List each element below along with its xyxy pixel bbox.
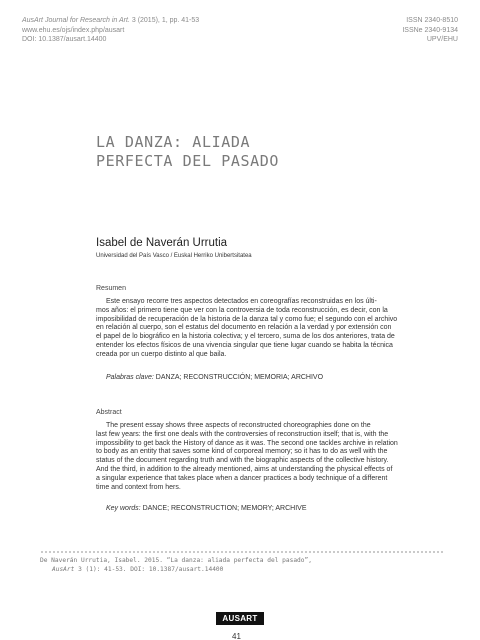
abstract-line: a singular experience that takes place when a dancer practices a body technique of a different [96, 474, 388, 482]
abstract-keywords [106, 505, 307, 512]
journal-doi: DOI: 10.1387/ausart.14400 [22, 36, 107, 43]
resumen-line: en relación al cuerpo, son el estatus del documento en relación a la verdad y por extensión con [96, 324, 392, 332]
resumen-line: creada por un cuerpo distinto al que baila. [96, 350, 227, 358]
journal-info [22, 16, 199, 45]
abstract-line: And the third, in addition to the already mentioned, aims at understanding the physical effects of [96, 465, 393, 473]
issn: ISSN 2340-8510 [406, 17, 458, 24]
abstract-line: status of the document regarding truth and with the biographic aspects of the collective history. [96, 457, 389, 465]
keywords-label: Palabras clave: [106, 374, 154, 381]
abstract-line: The present essay shows three aspects of reconstructed choreographies done on the [106, 422, 371, 429]
journal-citation [22, 16, 199, 26]
citation-details: 3 (1): 41-53. DOI: 10.1387/ausart.14400 [74, 565, 224, 573]
citation-block [40, 557, 450, 574]
author-name: Isabel de Naverán Urrutia [96, 237, 228, 249]
title-line-1: LA DANZA: ALIADA [96, 133, 251, 151]
journal-url: www.ehu.es/ojs/index.php/ausart [22, 26, 125, 34]
abstract-heading: Abstract [96, 409, 122, 416]
journal-name: AusArt Journal for Research in Art. [22, 17, 130, 24]
issne: ISSNe 2340-9134 [402, 26, 458, 34]
abstract-line: last few years: the first one deals with the controversies of reconstruction itself; that is, with the [96, 430, 389, 438]
resumen-line: imposibilidad de recuperación de la historia de la danza tal y como fue; el segundo con el archivo [96, 315, 398, 323]
journal-header [22, 16, 458, 50]
citation-line-1: De Naverán Urrutia, Isabel. 2015. “La danza: aliada perfecta del pasado”, [40, 557, 312, 564]
journal-issue: 3 (2015), 1, pp. 41-53 [129, 17, 200, 24]
author-affiliation: Universidad del País Vasco / Euskal Herriko Unibertsitatea [96, 253, 252, 259]
publisher: UPV/EHU [426, 36, 458, 43]
abstract-line: impossibility to get back the History of dance as it was. The second one tackles archive in relation [96, 439, 398, 447]
page-number: 41 [232, 632, 241, 640]
resumen-keywords [106, 374, 323, 381]
title-line-2: PERFECTA DEL PASADO [96, 152, 279, 170]
citation-journal: AusArt [52, 565, 75, 573]
abstract-line: time and context from hers. [96, 483, 181, 491]
resumen-line: el papel de lo biográfico en la historia colectiva; y el tercero, suma de los dos anteriores, trata de [96, 333, 395, 341]
keywords-list: DANCE; RECONSTRUCTION; MEMORY; ARCHIVE [140, 505, 307, 512]
resumen-line: Este ensayo recorre tres aspectos detectados en coreografías reconstruidas en los últi- [106, 298, 377, 305]
ausart-logo: AUSART [216, 612, 264, 625]
issn-info [402, 16, 458, 45]
abstract-line: to body as an entity that saves some kind of corporeal memory; so it has to do as well with the [96, 448, 388, 456]
keywords-label: Key words: [106, 505, 141, 512]
dotted-divider [40, 551, 444, 553]
citation-line-2 [40, 566, 450, 575]
resumen-heading: Resumen [96, 285, 126, 292]
keywords-list: DANZA; RECONSTRUCCIÓN; MEMORIA; ARCHIVO [153, 374, 324, 381]
article-title [96, 133, 456, 171]
abstract-text [96, 422, 440, 492]
resumen-line: mos años: el primero tiene que ver con la controversia de toda reconstrucción, es decir, con la [96, 306, 388, 314]
resumen-line: entender los efectos físicos de una vivencia singular que tiene lugar cuando se habita la técnica [96, 341, 393, 349]
resumen-text [96, 298, 440, 360]
